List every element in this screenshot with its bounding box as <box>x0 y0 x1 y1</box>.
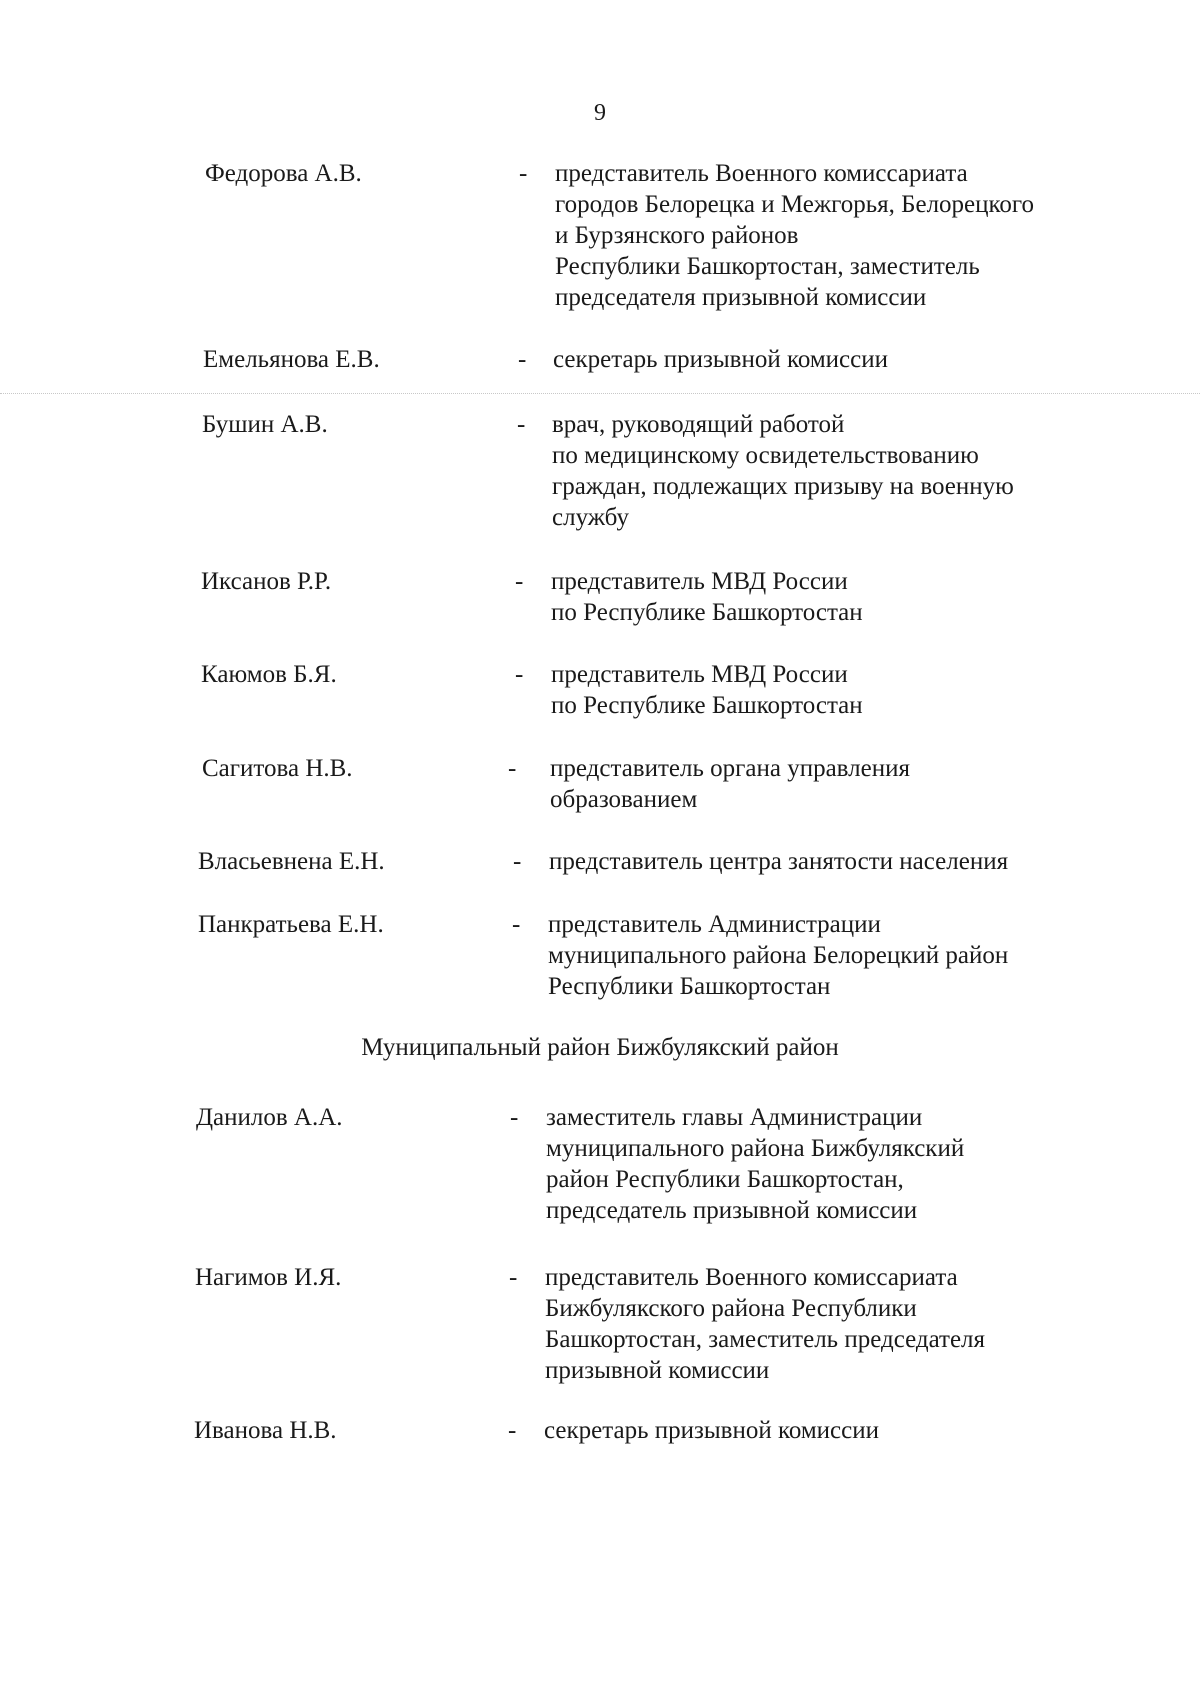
entry-dash: - <box>519 160 528 187</box>
entry-name: Данилов А.А. <box>196 1104 343 1131</box>
entry-dash: - <box>513 848 522 875</box>
entry-dash: - <box>508 755 517 782</box>
entry-name: Иксанов Р.Р. <box>201 568 332 595</box>
entry-name: Нагимов И.Я. <box>195 1264 342 1291</box>
entry-role: представитель Администрации муниципального района Белорецкий район Республики Башкортостан <box>548 911 1009 1000</box>
entry-name: Бушин А.В. <box>202 411 328 438</box>
entry-role: представитель Военного комиссариата городов Белорецка и Межгорья, Белорецкого и Бурзянского районов Республики Башкортостан, заместитель председателя призывной комиссии <box>555 160 1035 311</box>
entry-role: секретарь призывной комиссии <box>544 1417 880 1444</box>
entry-role: представитель МВД России по Республике Башкортостан <box>551 568 863 626</box>
entry-dash: - <box>509 1264 518 1291</box>
entry-name: Власьевнена Е.Н. <box>198 848 385 875</box>
entry-name: Федорова А.В. <box>205 160 362 187</box>
entry-role: заместитель главы Администрации муниципального района Бижбулякский район Республики Башкортостан, председатель призывной комиссии <box>546 1104 965 1224</box>
entry-name: Емельянова Е.В. <box>203 346 380 373</box>
entry-role: представитель Военного комиссариата Бижбулякского района Республики Башкортостан, заместитель председателя призывной комиссии <box>545 1264 986 1384</box>
entry-dash: - <box>515 661 524 688</box>
entry-dash: - <box>512 911 521 938</box>
entry-dash: - <box>515 568 524 595</box>
entry-name: Сагитова Н.В. <box>202 755 353 782</box>
entry-name: Иванова Н.В. <box>194 1417 337 1444</box>
entry-dash: - <box>518 346 527 373</box>
section-heading: Муниципальный район Бижбулякский район <box>361 1034 839 1061</box>
entry-role: представитель МВД России по Республике Башкортостан <box>551 661 863 719</box>
entry-name: Панкратьева Е.Н. <box>198 911 384 938</box>
page-number: 9 <box>594 100 606 126</box>
entry-role: секретарь призывной комиссии <box>553 346 889 373</box>
entry-dash: - <box>517 411 526 438</box>
entry-role: представитель центра занятости населения <box>549 848 1009 875</box>
entry-role: врач, руководящий работой по медицинскому освидетельствованию граждан, подлежащих призыву на военную службу <box>552 411 1014 531</box>
entry-dash: - <box>508 1417 517 1444</box>
entry-name: Каюмов Б.Я. <box>201 661 337 688</box>
entry-dash: - <box>510 1104 519 1131</box>
scan-artifact-line <box>0 393 1200 394</box>
entry-role: представитель органа управления образованием <box>550 755 910 813</box>
